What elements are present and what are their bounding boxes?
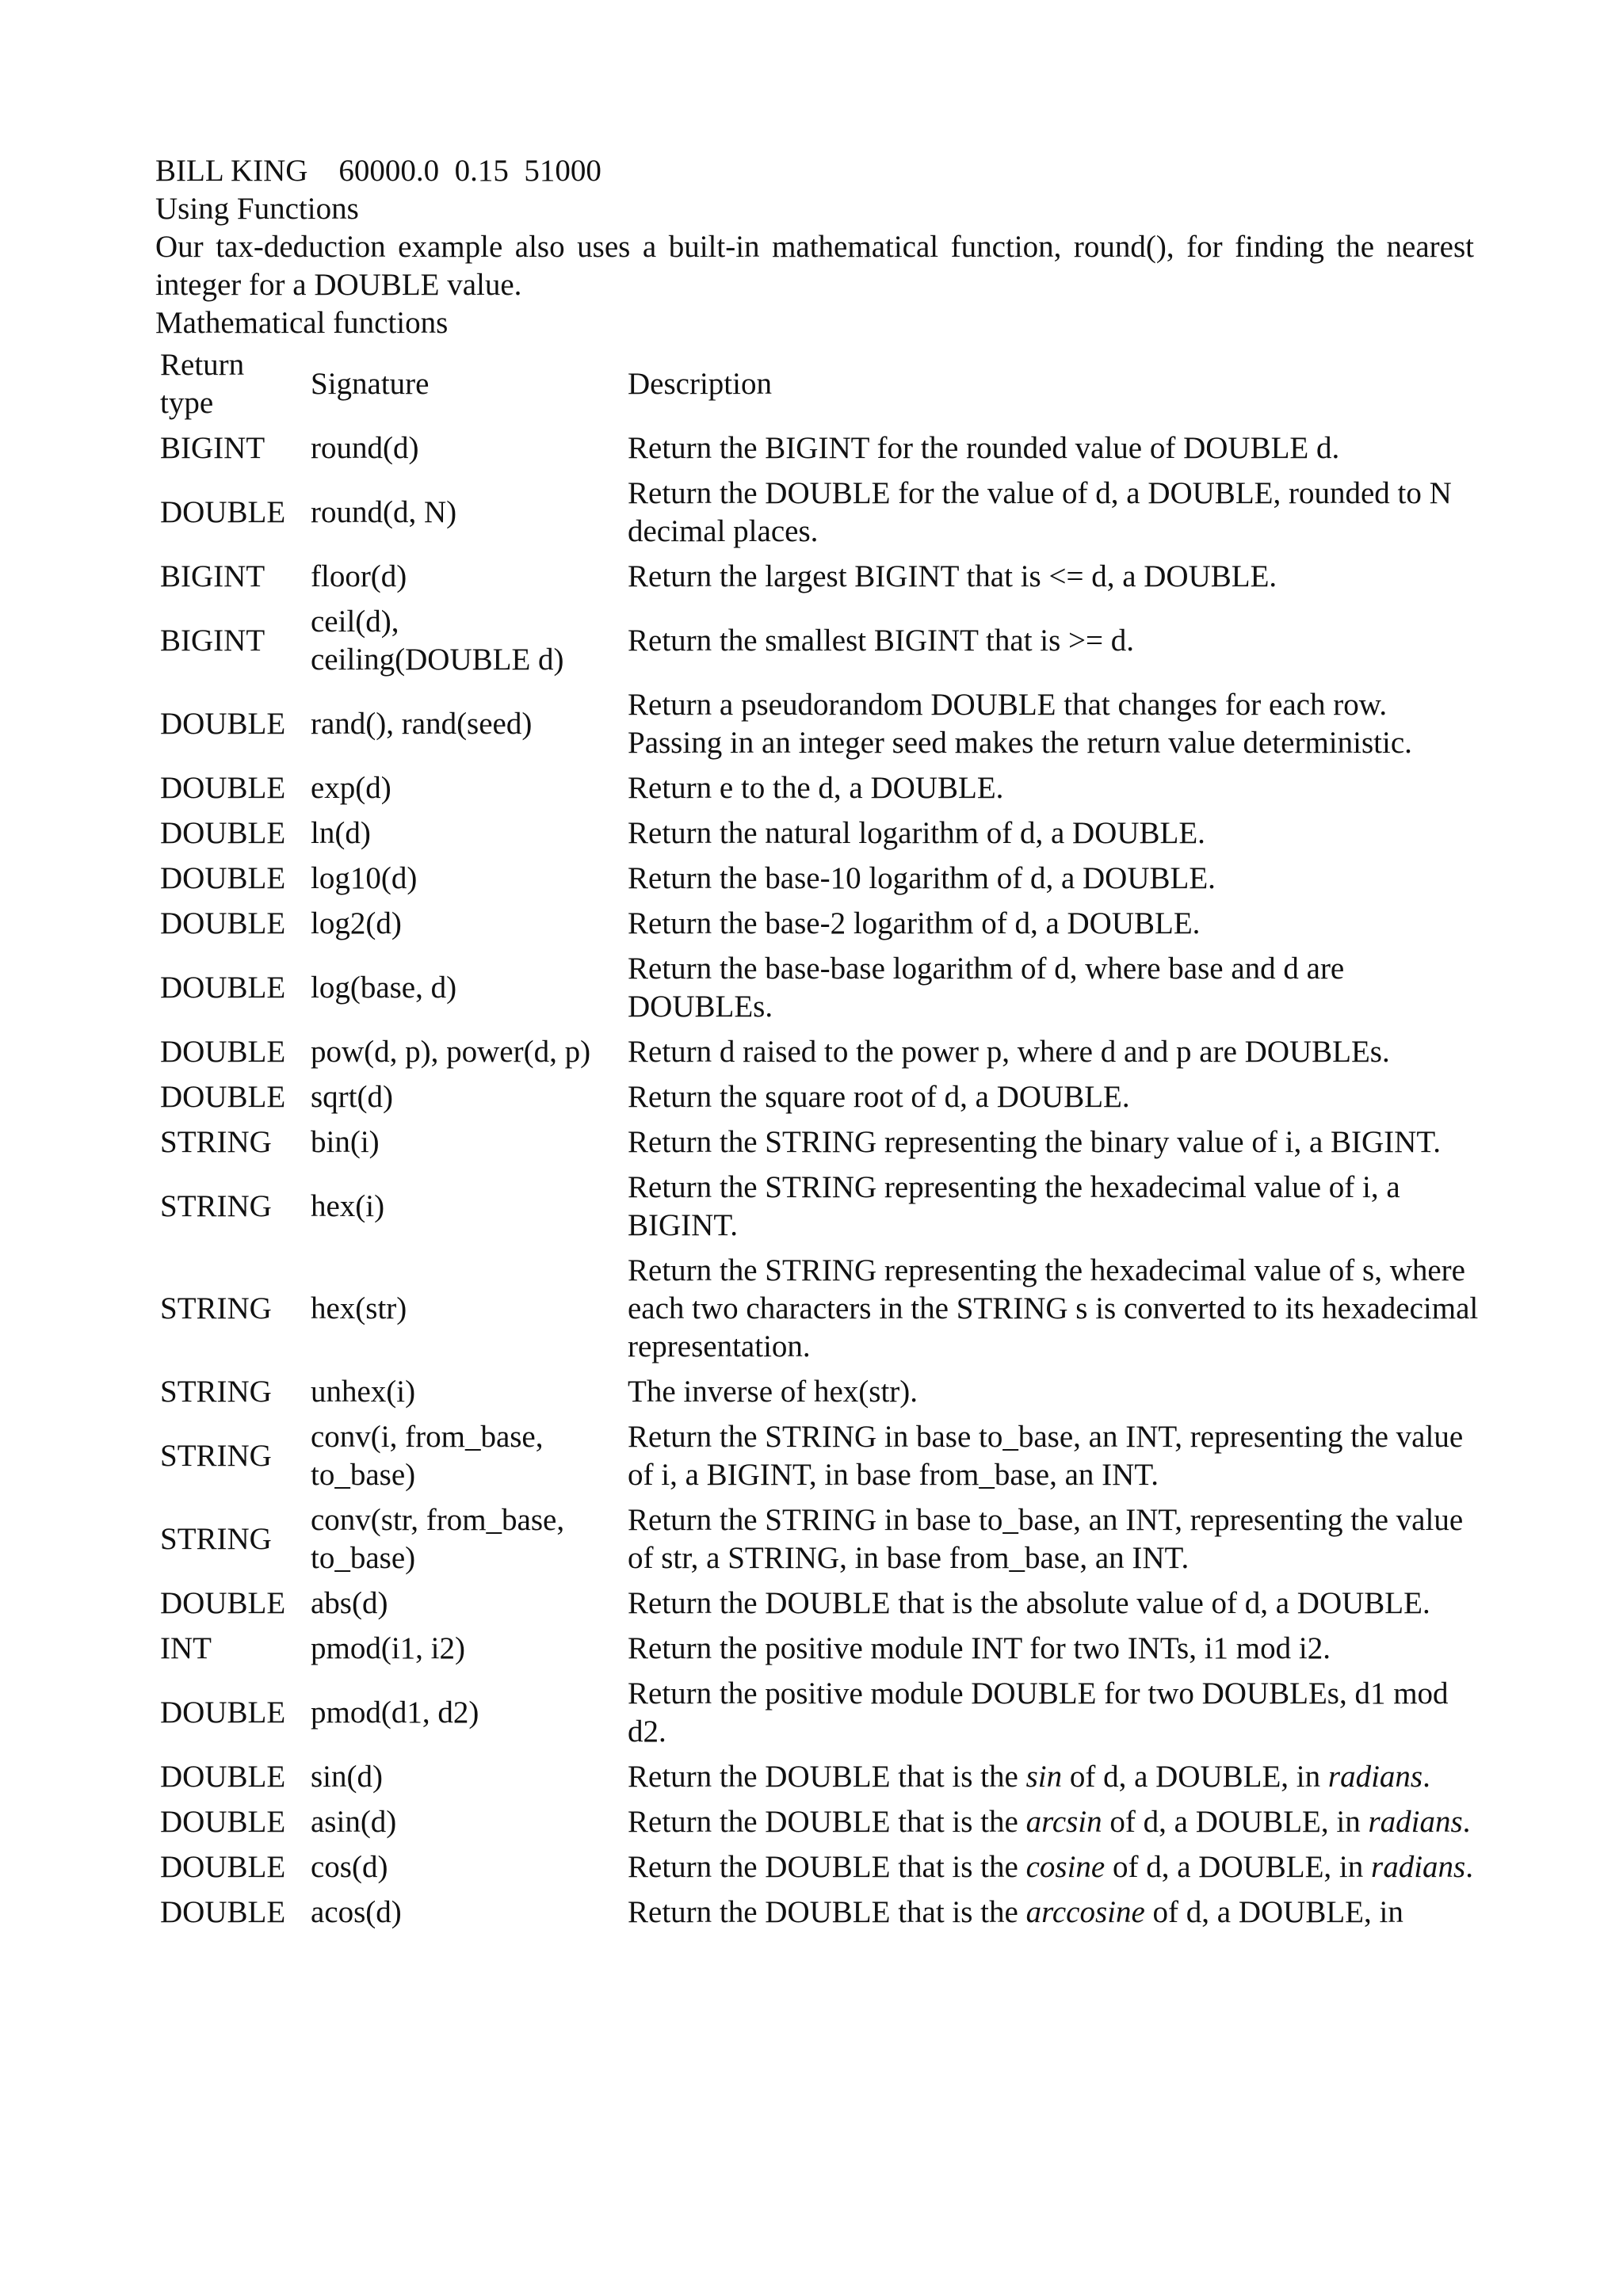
description-text: . <box>1462 1805 1471 1839</box>
record-line: BILL KING 60000.0 0.15 51000 <box>155 154 601 188</box>
table-row <box>157 425 1482 471</box>
cell-signature: abs(d) <box>311 1586 388 1620</box>
cell-signature: pow(d, p), power(d, p) <box>311 1035 591 1069</box>
cell-return-type: STRING <box>160 1522 272 1556</box>
cell-return-type: DOUBLE <box>160 906 286 940</box>
cell-signature: log(base, d) <box>311 971 457 1005</box>
table-row <box>157 946 1482 1029</box>
cell-description: Return the base-10 logarithm of d, a DOUBLE. <box>628 861 1216 895</box>
cell-description: Return the positive module DOUBLE for two DOUBLEs, d1 mod d2. <box>628 1676 1449 1749</box>
description-emphasis: radians <box>1371 1850 1466 1884</box>
description-text: Return the DOUBLE that is the <box>628 1805 1026 1839</box>
table-row <box>157 1844 1482 1890</box>
table-row <box>157 1119 1482 1165</box>
cell-description: Return e to the d, a DOUBLE. <box>628 771 1004 805</box>
cell-return-type: INT <box>160 1631 212 1665</box>
table-caption: Mathematical functions <box>155 306 449 340</box>
cell-return-type: DOUBLE <box>160 1850 286 1884</box>
cell-return-type: DOUBLE <box>160 861 286 895</box>
cell-signature: cos(d) <box>311 1850 388 1884</box>
table-row <box>157 1497 1482 1581</box>
cell-description <box>624 1754 1482 1799</box>
cell-return-type: BIGINT <box>160 624 265 658</box>
cell-description: Return the STRING in base to_base, an INT, representing the value of str, a STRING, in base from_base, an INT. <box>628 1503 1464 1575</box>
table-row <box>157 856 1482 901</box>
cell-return-type: STRING <box>160 1439 272 1473</box>
cell-description: Return a pseudorandom DOUBLE that changes for each row. Passing in an integer seed makes the return value deterministic. <box>628 688 1412 760</box>
intro-paragraph: Our tax-deduction example also uses a built-in mathematical function, round(), for finding the nearest integer for a DOUBLE value. <box>155 230 1474 302</box>
cell-signature: ceil(d), ceiling(DOUBLE d) <box>311 605 564 677</box>
description-text: of d, a DOUBLE, in <box>1062 1760 1328 1794</box>
description-text: of d, a DOUBLE, in <box>1105 1850 1372 1884</box>
description-emphasis: arcsin <box>1025 1805 1102 1839</box>
cell-return-type: DOUBLE <box>160 1080 286 1114</box>
document-page <box>155 152 1479 1932</box>
cell-description: Return the square root of d, a DOUBLE. <box>628 1080 1130 1114</box>
cell-description: Return the STRING representing the hexadecimal value of s, where each two characters in the STRING s is converted to its hexadecimal representation. <box>628 1253 1479 1363</box>
cell-return-type: BIGINT <box>160 431 265 465</box>
cell-signature: log2(d) <box>311 906 402 940</box>
cell-description: Return the DOUBLE that is the absolute value of d, a DOUBLE. <box>628 1586 1430 1620</box>
description-text: Return the DOUBLE that is the <box>628 1850 1026 1884</box>
cell-return-type: DOUBLE <box>160 1695 286 1730</box>
cell-signature: pmod(i1, i2) <box>311 1631 465 1665</box>
table-row <box>157 1799 1482 1844</box>
functions-table <box>157 342 1482 1932</box>
description-text: of d, a DOUBLE, in <box>1144 1895 1403 1929</box>
cell-description: Return d raised to the power p, where d and p are DOUBLEs. <box>628 1035 1390 1069</box>
cell-return-type: BIGINT <box>160 559 265 593</box>
cell-return-type: DOUBLE <box>160 1760 286 1794</box>
table-row <box>157 1165 1482 1248</box>
description-emphasis: radians <box>1327 1760 1423 1794</box>
cell-signature: bin(i) <box>311 1125 380 1159</box>
cell-signature: floor(d) <box>311 559 407 593</box>
cell-return-type: DOUBLE <box>160 495 286 529</box>
table-row <box>157 765 1482 810</box>
description-emphasis: sin <box>1025 1760 1063 1794</box>
cell-signature: ln(d) <box>311 816 371 850</box>
cell-signature: sin(d) <box>311 1760 383 1794</box>
cell-return-type: DOUBLE <box>160 1895 286 1929</box>
cell-return-type: STRING <box>160 1189 272 1223</box>
table-row <box>157 1581 1482 1626</box>
cell-signature: round(d) <box>311 431 419 465</box>
table-row <box>157 1029 1482 1074</box>
table-row <box>157 1074 1482 1119</box>
cell-description <box>624 1799 1482 1844</box>
cell-signature: unhex(i) <box>311 1375 416 1409</box>
cell-return-type: DOUBLE <box>160 1035 286 1069</box>
table-row <box>157 810 1482 856</box>
cell-description: Return the STRING representing the binary value of i, a BIGINT. <box>628 1125 1441 1159</box>
cell-return-type: DOUBLE <box>160 1586 286 1620</box>
cell-return-type: DOUBLE <box>160 1805 286 1839</box>
table-row <box>157 901 1482 946</box>
table-row <box>157 1671 1482 1754</box>
header-signature: Signature <box>311 367 430 401</box>
cell-return-type: STRING <box>160 1375 272 1409</box>
description-text: Return the DOUBLE that is the <box>628 1895 1026 1929</box>
table-header <box>157 342 1482 425</box>
cell-description: Return the STRING representing the hexadecimal value of i, a BIGINT. <box>628 1170 1400 1242</box>
cell-signature: conv(str, from_base, to_base) <box>311 1503 565 1575</box>
description-emphasis: cosine <box>1025 1850 1106 1884</box>
table-row <box>157 1890 1482 1932</box>
description-emphasis: radians <box>1368 1805 1463 1839</box>
table-row <box>157 682 1482 765</box>
table-row <box>157 1754 1482 1799</box>
cell-description: Return the smallest BIGINT that is >= d. <box>628 624 1135 658</box>
cell-signature: asin(d) <box>311 1805 397 1839</box>
cell-description: Return the base-base logarithm of d, where base and d are DOUBLEs. <box>628 952 1345 1024</box>
cell-return-type: DOUBLE <box>160 771 286 805</box>
header-description: Description <box>628 367 772 401</box>
cell-return-type: DOUBLE <box>160 971 286 1005</box>
cell-signature: acos(d) <box>311 1895 402 1929</box>
header-return-type: Return type <box>160 348 245 420</box>
header-row <box>157 342 1482 425</box>
table-row <box>157 599 1482 682</box>
cell-return-type: DOUBLE <box>160 816 286 850</box>
description-text: Return the DOUBLE that is the <box>628 1760 1026 1794</box>
section-heading: Using Functions <box>155 192 359 226</box>
table-row <box>157 1414 1482 1497</box>
cell-signature: hex(i) <box>311 1189 385 1223</box>
cell-description: Return the largest BIGINT that is <= d, a DOUBLE. <box>628 559 1277 593</box>
cell-signature: log10(d) <box>311 861 418 895</box>
description-text: . <box>1465 1850 1473 1884</box>
cell-signature: rand(), rand(seed) <box>311 707 533 741</box>
table-row <box>157 471 1482 554</box>
cell-description <box>624 1844 1482 1890</box>
cell-signature: hex(str) <box>311 1291 407 1325</box>
cell-signature: conv(i, from_base, to_base) <box>311 1420 544 1492</box>
cell-description: Return the base-2 logarithm of d, a DOUBLE. <box>628 906 1201 940</box>
cell-description: Return the BIGINT for the rounded value of DOUBLE d. <box>628 431 1340 465</box>
cell-signature: pmod(d1, d2) <box>311 1695 479 1730</box>
cell-description: Return the DOUBLE for the value of d, a DOUBLE, rounded to N decimal places. <box>628 476 1452 548</box>
cell-description: Return the positive module INT for two INTs, i1 mod i2. <box>628 1631 1331 1665</box>
cell-return-type: DOUBLE <box>160 707 286 741</box>
description-emphasis: arccosine <box>1025 1895 1145 1929</box>
table-row <box>157 554 1482 599</box>
cell-description: Return the natural logarithm of d, a DOUBLE. <box>628 816 1205 850</box>
cell-return-type: STRING <box>160 1291 272 1325</box>
cell-signature: exp(d) <box>311 771 391 805</box>
cell-description <box>624 1890 1482 1932</box>
cell-description: Return the STRING in base to_base, an INT, representing the value of i, a BIGINT, in base from_base, an INT. <box>628 1420 1464 1492</box>
cell-return-type: STRING <box>160 1125 272 1159</box>
table-row <box>157 1369 1482 1414</box>
cell-description: The inverse of hex(str). <box>628 1375 918 1409</box>
description-text: of d, a DOUBLE, in <box>1102 1805 1369 1839</box>
description-text: . <box>1423 1760 1430 1794</box>
table-body <box>157 425 1482 1932</box>
table-row <box>157 1626 1482 1671</box>
cell-signature: sqrt(d) <box>311 1080 393 1114</box>
cell-signature: round(d, N) <box>311 495 457 529</box>
table-row <box>157 1248 1482 1369</box>
